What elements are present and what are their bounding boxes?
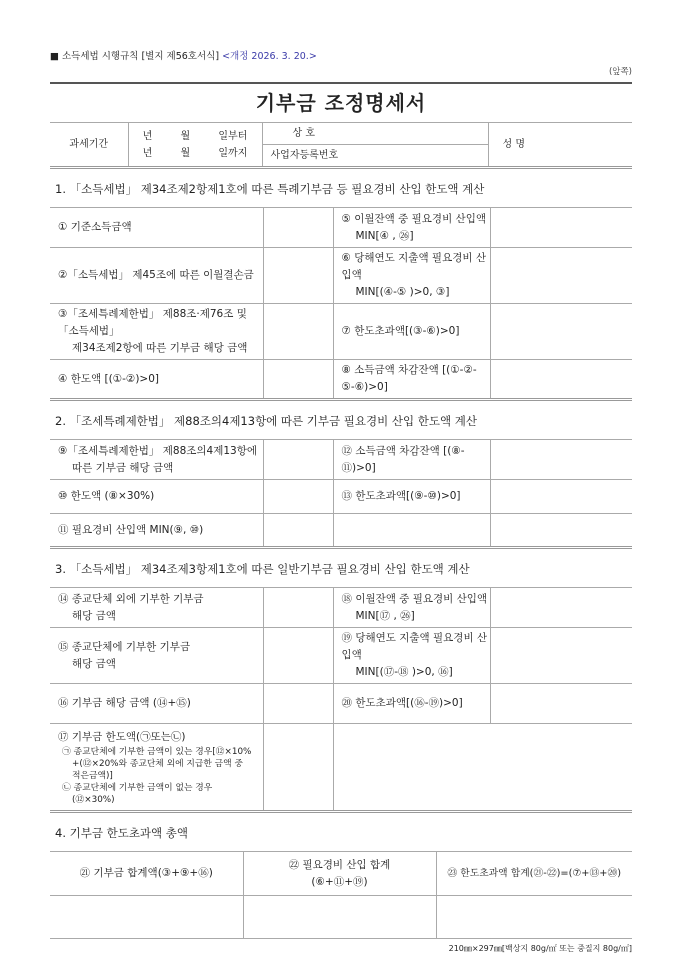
section-4-heading: 4. 기부금 한도초과액 총액 [55,826,189,840]
table-row [50,248,632,304]
case-b-line: ㉡ 종교단체에 기부한 금액이 없는 경우 [62,782,213,793]
amount-field[interactable] [263,628,333,684]
paper-spec: 210㎜×297㎜[백상지 80g/㎡ 또는 중질지 80g/㎡] [448,944,632,953]
table-row [50,588,632,628]
day-to-label: 일까지 [218,147,248,159]
total-excess-field[interactable] [436,896,632,939]
item-label-line: ⑪ 필요경비 산입액 MIN(⑨, ⑩) [58,523,204,536]
total-deduction-label [243,852,436,896]
amount-field[interactable] [490,304,632,360]
item-label-line: ⑭ 종교단체 외에 기부한 기부금 [58,592,204,605]
total-excess-label: ㉓ 한도초과액 합계(㉑-㉒)=(⑦+⑬+⑳) [436,852,632,896]
amount-field[interactable] [263,684,333,724]
amount-field[interactable] [263,208,333,248]
item-label [490,514,632,548]
item-label [50,208,263,248]
table-row [50,480,632,514]
amount-field[interactable] [490,440,632,480]
form-reference [50,0,632,64]
amount-field[interactable] [263,360,333,400]
item-label [333,304,490,360]
section-1-table [50,207,632,401]
form-ref-text: ■ 소득세법 시행규칙 [별지 제56호서식] [50,51,220,62]
item-label [333,628,490,684]
table-row [50,208,632,248]
item-label [50,588,263,628]
amount-field[interactable] [490,480,632,514]
empty-cell [333,724,632,812]
section-1-heading: 1. 「소득세법」 제34조제2항제1호에 따른 특례기부금 등 필요경비 산입 한도액 계산 [55,182,485,196]
item-label [50,684,263,724]
item-label [50,480,263,514]
deduction-line: ㉒ 필요경비 산입 합계 [288,858,391,871]
total-donation-field[interactable] [50,896,243,939]
item-label-line: ⑦ 한도초과액[(③-⑥)>0] [341,325,460,337]
item-label-line: ⑲ 당해연도 지출액 필요경비 산입액 [341,632,488,661]
item-label-line: ⑮ 종교단체에 기부한 기부금 [58,640,191,653]
item-label-line: MIN[⑰ , ㉖] [355,609,415,622]
year-label: 년 [142,130,153,142]
item-label-line: ⑳ 한도초과액[(⑯-⑲)>0] [341,697,463,709]
page-side: (앞쪽) [608,67,632,77]
table-row [50,440,632,480]
deduction-formula: (⑥+⑪+⑲) [311,875,368,888]
table-row [50,628,632,684]
limit-title: ⑰ 기부금 한도액(㉠또는㉡) [58,730,186,743]
limit-case-b [58,782,263,806]
amount-field[interactable] [490,628,632,684]
item-label [50,248,263,304]
limit-case-a [58,746,263,782]
item-label-line: ⑱ 이월잔액 중 필요경비 산입액 [341,592,488,605]
item-label-line: 해당 금액 [72,609,116,622]
item-label [333,440,490,480]
amount-field[interactable] [263,588,333,628]
amount-field[interactable] [263,514,333,548]
item-label-line: MIN[(⑰-⑱ )>0, ⑯] [355,666,453,678]
amount-field[interactable] [490,248,632,304]
case-a-line: ㉠ 종교단체에 기부한 금액이 있는 경우[⑫×10% [62,746,252,757]
item-label-line: ⑧ 소득금액 차감잔액 [(①-②-⑤-⑥)>0] [341,364,477,393]
item-label [333,480,490,514]
divider [50,82,632,84]
donation-limit-label [50,724,263,812]
section-4-table [50,851,632,939]
month-label: 월 [180,130,191,142]
item-label-line: ⑫ 소득금액 차감잔액 [(⑧-⑪)>0] [341,444,465,474]
item-label-line: MIN[④ , ㉖] [355,229,414,242]
item-label-line: 제34조제2항에 따른 기부금 해당 금액 [72,342,248,354]
section-3-heading: 3. 「소득세법」 제34조제3항제1호에 따른 일반기부금 필요경비 산입 한도액 계산 [55,562,470,576]
item-label-line: ① 기준소득금액 [58,221,132,233]
amount-field[interactable] [263,480,333,514]
item-label-line: ④ 한도액 [(①-②)>0] [58,372,159,385]
item-label-line: ⑬ 한도초과액[(⑨-⑩)>0] [341,490,461,502]
amount-field[interactable] [263,248,333,304]
case-a-line: 적은금액)] [72,770,113,781]
item-label-line: 해당 금액 [72,657,116,670]
period-label: 과세기간 [50,123,128,168]
name-field[interactable]: 성 명 [488,123,632,168]
item-label-line: ⑥ 당해연도 지출액 필요경비 산입액 [341,252,486,281]
amount-field[interactable] [263,440,333,480]
table-row [50,360,632,400]
total-deduction-field[interactable] [243,896,436,939]
day-from-label: 일부터 [218,130,248,142]
period-field[interactable] [128,123,262,168]
item-label-line: ③「조세특례제한법」 제88조·제76조 및 「소득세법」 [58,308,247,337]
case-b-line: (⑫×30%) [72,794,115,805]
section-2-table [50,439,632,549]
table-row [50,684,632,724]
item-label [333,360,490,400]
year-label: 년 [142,147,153,159]
amount-field[interactable] [490,208,632,248]
amount-field[interactable] [263,724,333,812]
table-row [50,304,632,360]
company-name-field[interactable]: 상 호 [262,123,488,145]
table-row [50,514,632,548]
amount-field[interactable] [490,360,632,400]
item-label [333,684,490,724]
item-label-line: ⑯ 기부금 해당 금액 (⑭+⑮) [58,697,191,709]
item-label [50,440,263,480]
case-a-line: +(⑫×20%와 종교단체 외에 지급한 금액 중 [72,758,243,769]
item-label [50,304,263,360]
item-label-line: ⑩ 한도액 (⑧×30%) [58,490,155,502]
page-title: 기부금 조정명세서 [255,91,427,115]
amount-field[interactable] [490,588,632,628]
item-label-line: ⑨「조세특례제한법」 제88조의4제13항에 [58,444,258,457]
item-label-line: 따른 기부금 해당 금액 [72,461,174,474]
section-3-table [50,587,632,813]
item-label-line: MIN[(④-⑤ )>0, ③] [355,286,450,298]
item-label [333,588,490,628]
item-label [50,360,263,400]
item-label [333,248,490,304]
info-table [50,122,632,169]
business-number-field[interactable]: 사업자등록번호 [262,145,488,168]
item-label-line: ⑤ 이월잔액 중 필요경비 산입액 [341,212,486,225]
revision-date: <개정 2026. 3. 20.> [222,51,317,62]
item-label [333,514,490,548]
item-label [50,514,263,548]
item-label [333,208,490,248]
month-label: 월 [180,147,191,159]
amount-field[interactable] [490,684,632,724]
section-2-heading: 2. 「조세특례제한법」 제88조의4제13항에 따른 기부금 필요경비 산입 한도액 계산 [55,414,477,428]
total-donation-label: ㉑ 기부금 합계액(③+⑨+⑯) [50,852,243,896]
item-label-line: ②「소득세법」 제45조에 따른 이월결손금 [58,269,254,281]
amount-field[interactable] [263,304,333,360]
item-label [50,628,263,684]
